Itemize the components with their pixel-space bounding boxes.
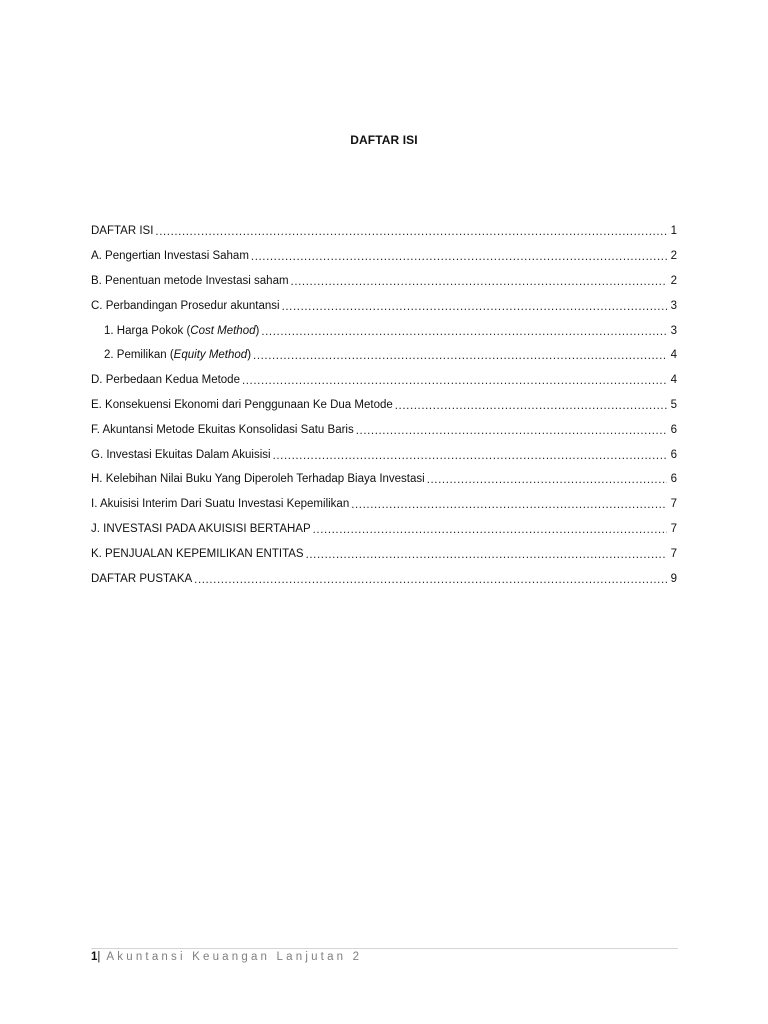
toc-entry-c[interactable] bbox=[91, 293, 677, 318]
toc-entry-label: H. Kelebihan Nilai Buku Yang Diperoleh Terhadap Biaya Investasi bbox=[91, 473, 425, 486]
footer-separator: | bbox=[97, 951, 101, 963]
toc-page-number: 7 bbox=[670, 547, 677, 560]
dot-leader bbox=[261, 326, 667, 338]
toc-entry-label: D. Perbedaan Kedua Metode bbox=[91, 374, 240, 387]
toc-entry-k[interactable] bbox=[91, 541, 677, 566]
toc-entry-label: J. INVESTASI PADA AKUISISI BERTAHAP bbox=[91, 522, 311, 535]
dot-leader bbox=[427, 474, 667, 486]
toc-page-number: 9 bbox=[670, 572, 677, 585]
toc-entry-label: F. Akuntansi Metode Ekuitas Konsolidasi Satu Baris bbox=[91, 423, 354, 436]
toc-page-number: 7 bbox=[670, 522, 677, 535]
toc-page-number: 7 bbox=[670, 498, 677, 511]
toc-page-number: 6 bbox=[670, 448, 677, 461]
toc-entry-label: G. Investasi Ekuitas Dalam Akuisisi bbox=[91, 448, 271, 461]
dot-leader bbox=[356, 425, 667, 437]
dot-leader bbox=[155, 226, 667, 238]
toc-page-number: 2 bbox=[670, 274, 677, 287]
dot-leader bbox=[282, 301, 667, 313]
toc-entry-label: E. Konsekuensi Ekonomi dari Penggunaan Ke Dua Metode bbox=[91, 398, 393, 411]
toc-label-prefix: 2. Pemilikan ( bbox=[104, 349, 174, 362]
toc-page-number: 6 bbox=[670, 473, 677, 486]
toc-page-number: 3 bbox=[670, 299, 677, 312]
dot-leader bbox=[273, 450, 667, 462]
dot-leader bbox=[242, 375, 667, 387]
dot-leader bbox=[253, 350, 667, 362]
dot-leader bbox=[194, 574, 667, 586]
toc-entry-g[interactable] bbox=[91, 442, 677, 467]
footer-page-number: 1 bbox=[91, 951, 98, 963]
toc-entry-label: DAFTAR PUSTAKA bbox=[91, 572, 193, 585]
toc-entry-j[interactable] bbox=[91, 517, 677, 542]
toc-entry-c-1[interactable] bbox=[91, 318, 677, 343]
table-of-contents bbox=[91, 219, 677, 591]
toc-page-number: 1 bbox=[670, 225, 677, 238]
toc-label-suffix: ) bbox=[255, 324, 260, 337]
toc-entry-label: DAFTAR ISI bbox=[91, 225, 154, 238]
toc-entry-daftar-pustaka[interactable] bbox=[91, 566, 677, 591]
toc-entry-label: B. Penentuan metode Investasi saham bbox=[91, 274, 289, 287]
toc-entry-label bbox=[104, 325, 259, 337]
dot-leader bbox=[291, 276, 667, 288]
toc-entry-b[interactable] bbox=[91, 269, 677, 294]
toc-page-number: 4 bbox=[670, 349, 677, 362]
dot-leader bbox=[251, 251, 667, 263]
toc-entry-f[interactable] bbox=[91, 417, 677, 442]
toc-entry-label: K. PENJUALAN KEPEMILIKAN ENTITAS bbox=[91, 547, 304, 560]
toc-label-italic: Equity Method bbox=[173, 349, 248, 362]
toc-page-number: 5 bbox=[670, 398, 677, 411]
toc-entry-label bbox=[104, 349, 251, 361]
footer-title: Akuntansi Keuangan Lanjutan 2 bbox=[106, 951, 363, 963]
toc-entry-c-2[interactable] bbox=[91, 343, 677, 368]
toc-label-suffix: ) bbox=[247, 349, 252, 362]
toc-entry-label: I. Akuisisi Interim Dari Suatu Investasi Kepemilikan bbox=[91, 498, 350, 511]
toc-entry-e[interactable] bbox=[91, 393, 677, 418]
toc-page-number: 4 bbox=[670, 374, 677, 387]
dot-leader bbox=[313, 524, 667, 536]
footer-divider bbox=[91, 948, 678, 949]
toc-entry-daftar-isi[interactable] bbox=[91, 219, 677, 244]
dot-leader bbox=[395, 400, 667, 412]
page-title: DAFTAR ISI bbox=[350, 133, 418, 147]
toc-entry-i[interactable] bbox=[91, 492, 677, 517]
toc-page-number: 2 bbox=[670, 250, 677, 263]
toc-page-number: 3 bbox=[670, 324, 677, 337]
toc-label-prefix: 1. Harga Pokok ( bbox=[104, 324, 191, 337]
toc-entry-d[interactable] bbox=[91, 368, 677, 393]
toc-entry-h[interactable] bbox=[91, 467, 677, 492]
toc-page-number: 6 bbox=[670, 423, 677, 436]
toc-entry-label: A. Pengertian Investasi Saham bbox=[91, 250, 249, 263]
page-footer bbox=[91, 951, 362, 963]
dot-leader bbox=[306, 549, 667, 561]
toc-entry-label: C. Perbandingan Prosedur akuntansi bbox=[91, 299, 280, 312]
toc-label-italic: Cost Method bbox=[190, 324, 256, 337]
dot-leader bbox=[351, 499, 667, 511]
toc-entry-a[interactable] bbox=[91, 244, 677, 269]
